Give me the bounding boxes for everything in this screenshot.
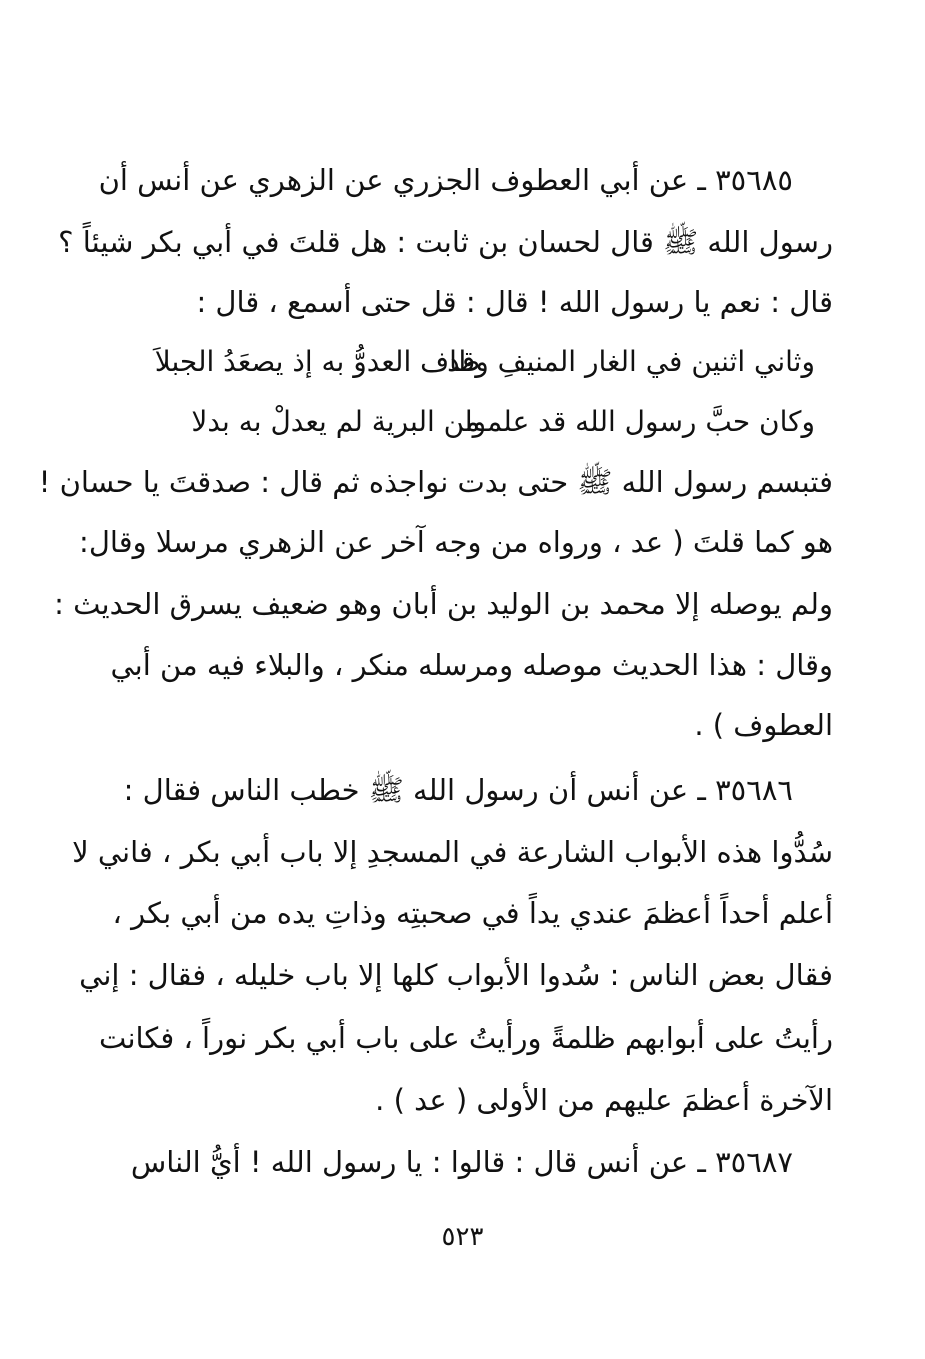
entry-35686-line-3: أعلم أحداً أعظمَ عندي يداً في صحبتِه وذاتِ يده من أبي بكر ، (112, 896, 833, 930)
verse-2-second-hemistich: من البرية لم يعدلْ به بدلا (191, 405, 480, 438)
entry-35685-line-8: العطوف ) . (694, 708, 833, 742)
entry-35686-line-6: الآخرة أعظمَ عليهم من الأولى ( عد ) . (375, 1083, 833, 1117)
entry-35685-line-4: فتبسم رسول الله ﷺ حتى بدت نواجذه ثم قال : صدقتَ يا حسان ! (38, 465, 833, 499)
page-number: ٥٢٣ (441, 1222, 484, 1252)
entry-35686-line-1: ٣٥٦٨٦ ـ عن أنس أن رسول الله ﷺ خطب الناس فقال : (123, 773, 793, 807)
entry-35686-line-2: سُدُّوا هذه الأبواب الشارعة في المسجدِ إلا باب أبي بكر ، فاني لا (72, 835, 833, 869)
entry-35685-line-7: وقال : هذا الحديث موصله ومرسله منكر ، والبلاء فيه من أبي (110, 648, 833, 682)
entry-35685-line-6: ولم يوصله إلا محمد بن الوليد بن أبان وهو ضعيف يسرق الحديث : (54, 587, 833, 621)
entry-35686-line-4: فقال بعض الناس : سُدوا الأبواب كلها إلا باب خليله ، فقال : إني (79, 958, 833, 992)
verse-2-first-hemistich: وكان حبَّ رسول الله قد علموا (464, 405, 815, 438)
entry-35687-line-1: ٣٥٦٨٧ ـ عن أنس قال : قالوا : يا رسول الله ! أيُّ الناس (130, 1145, 793, 1179)
entry-35685-line-1: ٣٥٦٨٥ ـ عن أبي العطوف الجزري عن الزهري عن أنس أن (98, 163, 793, 197)
entry-35685-line-2: رسول الله ﷺ قال لحسان بن ثابت : هل قلتَ في أبي بكر شيئاً ؟ (58, 225, 833, 259)
verse-1-second-hemistich: طاف العدوُّ به إذ يصعَدُ الجبلاَ (154, 345, 480, 378)
verse-1-first-hemistich: وثاني اثنين في الغار المنيفِ وقد (447, 345, 815, 378)
entry-35686-line-5: رأيتُ على أبوابهم ظلمةً ورأيتُ على باب أبي بكر نوراً ، فكانت (98, 1021, 833, 1055)
entry-35685-line-3: قال : نعم يا رسول الله ! قال : قل حتى أسمع ، قال : (196, 285, 833, 319)
entry-35685-line-5: هو كما قلتَ ( عد ، ورواه من وجه آخر عن الزهري مرسلا وقال: (79, 525, 833, 559)
